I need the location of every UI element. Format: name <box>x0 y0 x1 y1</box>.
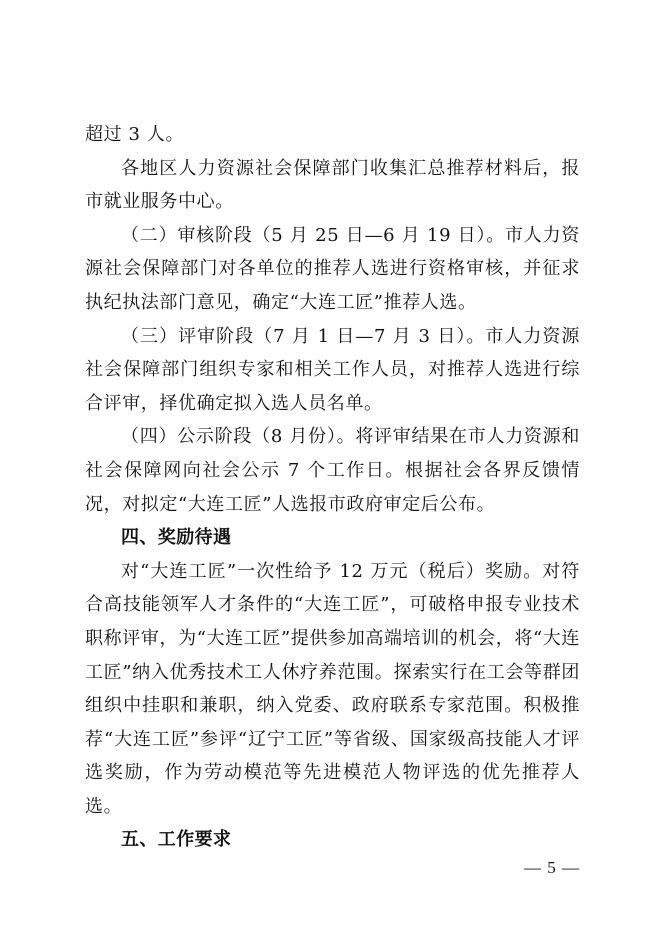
paragraph-review-stage: （二）审核阶段（5 月 25 日—6 月 19 日）。市人力资源社会保障部门对各单位的推荐人选进行资格审核，并征求执纪执法部门意见，确定“大连工匠”推荐人选。 <box>85 224 580 313</box>
paragraph-rewards: 对“大连工匠”一次性给予 12 万元（税后）奖励。对符合高技能领军人才条件的“大连工匠”，可破格申报专业技术职称评审，为“大连工匠”提供参加高端培训的机会，将“大连工匠”纳入优秀技术工人休疗养范围。探索实行在工会等群团组织中挂职和兼职，纳入党委、政府联系专家范围。积极推荐“大连工匠”参评“辽宁工匠”等省级、国家级高技能人才评选奖励，作为劳动模范等先进模范人物评选的优先推荐人选。 <box>85 560 580 817</box>
section-heading-requirements: 五、工作要求 <box>121 829 232 851</box>
paragraph-evaluation-stage: （三）评审阶段（7 月 1 日—7 月 3 日）。市人力资源社会保障部门组织专家和相关工作人员，对推荐人选进行综合评审，择优确定拟入选人员名单。 <box>85 325 580 414</box>
page-number: — 5 — <box>524 858 580 877</box>
document-body <box>85 118 580 857</box>
section-heading-rewards: 四、奖励待遇 <box>121 527 232 549</box>
paragraph-submission: 各地区人力资源社会保障部门收集汇总推荐材料后，报市就业服务中心。 <box>85 157 580 213</box>
paragraph-continuation: 超过 3 人。 <box>85 124 185 145</box>
paragraph-publicity-stage: （四）公示阶段（8 月份）。将评审结果在市人力资源和社会保障网向社会公示 7 个工作日。根据社会各界反馈情况，对拟定“大连工匠”人选报市政府审定后公布。 <box>85 426 580 515</box>
